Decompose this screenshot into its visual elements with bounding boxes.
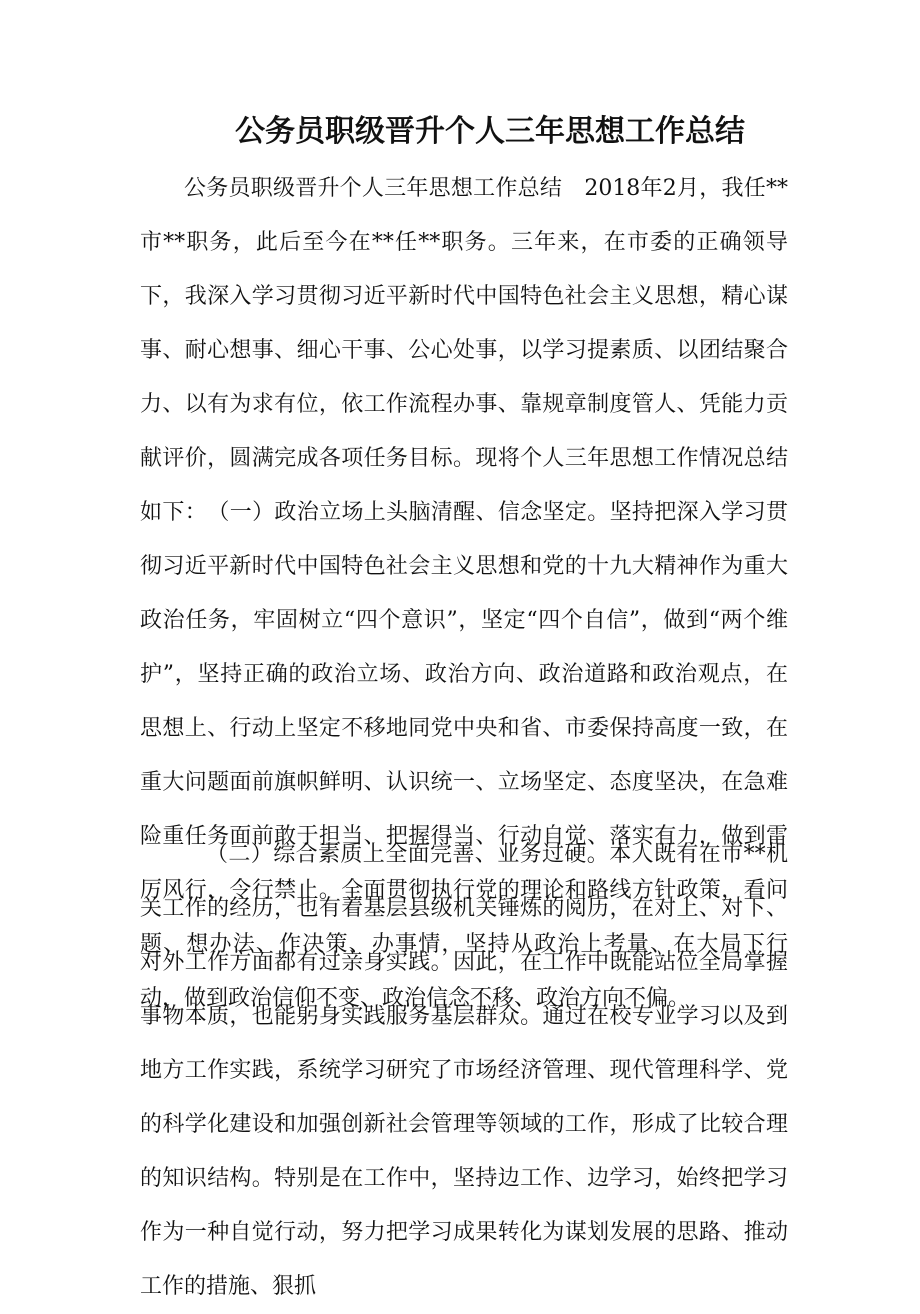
paragraph-section-two: （二）综合素质上全面完善、业务过硬。本人既有在市**机关工作的经历，也有着基层县级机关锤炼的阅历，在对上、对下、对外工作方面都有过亲身实践。因此，在工作中既能站位全局掌握事物本质，也能躬身实践服务基层群众。通过在校专业学习以及到地方工作实践，系统学习研究了市场经济管理、现代管理科学、党的科学化建设和加强创新社会管理等领域的工作，形成了比较合理的知识结构。特别是在工作中，坚持边工作、边学习，始终把学习作为一种自觉行动，努力把学习成果转化为谋划发展的思路、推动工作的措施、狠抓 bbox=[140, 842, 788, 1299]
document-title: 公务员职级晋升个人三年思想工作总结 bbox=[235, 114, 745, 149]
paragraph-intro-section-one: 公务员职级晋升个人三年思想工作总结 2018年2月，我任**市**职务，此后至今在**任**职务。三年来，在市委的正确领导下，我深入学习贯彻习近平新时代中国特色社会主义思想，精心谋事、耐心想事、细心干事、公心处事，以学习提素质、以团结聚合力、以有为求有位，依工作流程办事、靠规章制度管人、凭能力贡献评价，圆满完成各项任务目标。现将个人三年思想工作情况总结如下： （一）政治立场上头脑清醒、信念坚定。坚持把深入学习贯彻习近平新时代中国特色社会主义思想和党的十九大精神作为重大政治任务，牢固树立“四个意识”，坚定“四个自信”，做到“两个维护”，坚持正确的政治立场、政治方向、政治道路和政治观点，在思想上、行动上坚定不移地同党中央和省、市委保持高度一致，在重大问题面前旗帜鲜明、认识统一、立场坚定、态度坚决，在急难险重任务面前敢于担当、把握得当、行动自觉、落实有力，做到雷厉风行，令行禁止。全面贯彻执行党的理论和路线方针政策，看问题、想办法、作决策、办事情，坚持从政治上考量、在大局下行动，做到政治信仰不变、政治信念不移、政治方向不偏。 bbox=[140, 176, 788, 1011]
